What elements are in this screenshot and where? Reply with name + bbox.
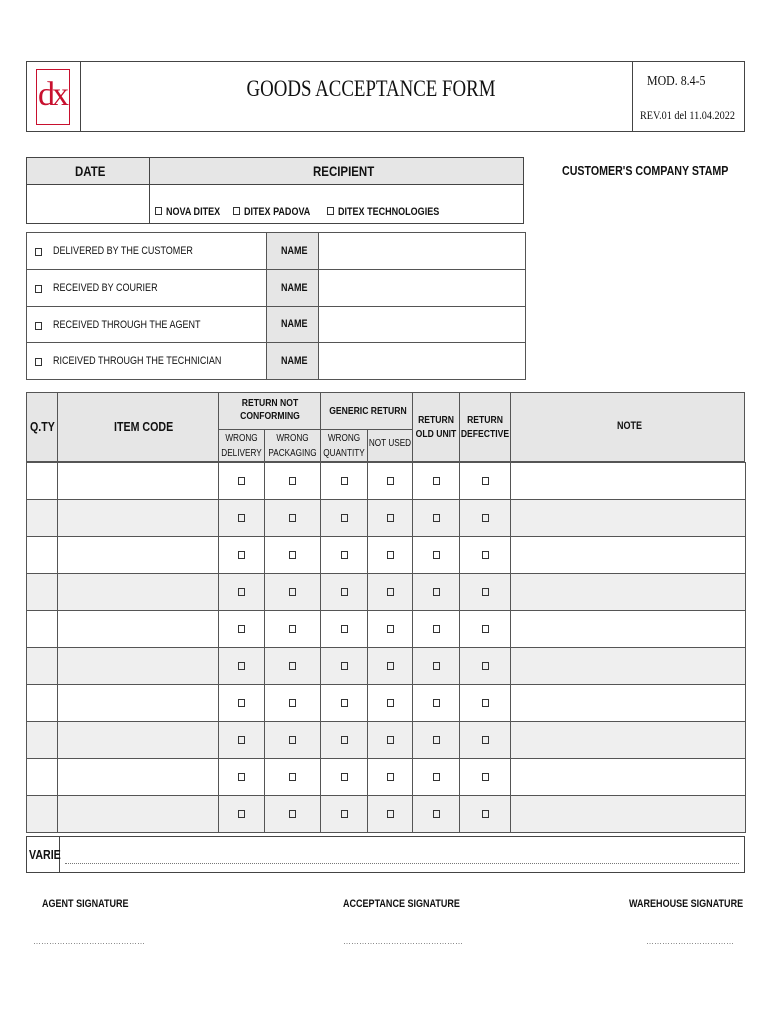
note-cell[interactable] [511, 537, 746, 574]
item-code-cell[interactable] [58, 537, 219, 574]
generic-return-header: GENERIC RETURN [321, 393, 413, 429]
checkbox-icon[interactable] [387, 514, 394, 522]
delivery-method-row [27, 343, 525, 379]
wrong-packaging-cell [265, 796, 321, 833]
not-used-cell [368, 463, 413, 500]
checkbox-icon[interactable] [387, 551, 394, 559]
item-code-cell[interactable] [58, 722, 219, 759]
wrong-quantity-cell [321, 500, 368, 537]
checkbox-icon[interactable] [238, 736, 245, 744]
checkbox-icon[interactable] [433, 588, 440, 596]
delivery-methods-table [26, 232, 526, 380]
return-old-unit-cell [413, 796, 460, 833]
return-old-unit-cell [413, 722, 460, 759]
wrong-quantity-cell [321, 463, 368, 500]
item-code-cell[interactable] [58, 500, 219, 537]
checkbox-icon[interactable] [35, 248, 42, 256]
revision-text: REV.01 del 11.04.2022 [640, 108, 735, 122]
logo-text: dx [38, 76, 66, 113]
wrong-quantity-cell [321, 537, 368, 574]
return-defective-cell [460, 685, 511, 722]
checkbox-icon[interactable] [387, 810, 394, 818]
wrong-quantity-cell [321, 722, 368, 759]
checkbox-icon[interactable] [341, 773, 348, 781]
items-table-header [26, 392, 745, 462]
table-row [27, 537, 746, 574]
name-label-cell: NAME [266, 343, 319, 379]
delivery-method-label: RECEIVED BY COURIER [53, 282, 158, 294]
wrong-packaging-cell [265, 722, 321, 759]
qty-header: Q.TY [27, 393, 58, 461]
checkbox-icon[interactable] [387, 662, 394, 670]
acceptance-signature: ACCEPTANCE SIGNATURE [343, 898, 460, 910]
not-used-cell [368, 574, 413, 611]
delivery-method-label: RECEIVED THROUGH THE AGENT [53, 319, 201, 331]
agent-signature-line[interactable]: …………………………………… [33, 937, 145, 946]
checkbox-icon[interactable] [387, 477, 394, 485]
note-cell[interactable] [511, 722, 746, 759]
checkbox-icon[interactable] [289, 699, 296, 707]
checkbox-icon[interactable] [433, 810, 440, 818]
return-defective-header: RETURN DEFECTIVE [460, 393, 511, 461]
not-used-cell [368, 759, 413, 796]
item-code-cell[interactable] [58, 574, 219, 611]
name-label-cell: NAME [266, 307, 319, 342]
wrong-packaging-header: WRONG PACKAGING [265, 429, 321, 461]
not-used-cell [368, 685, 413, 722]
checkbox-icon[interactable] [289, 477, 296, 485]
checkbox-icon[interactable] [341, 662, 348, 670]
not-used-cell [368, 722, 413, 759]
return-not-conforming-header: RETURN NOT CONFORMING [219, 393, 321, 429]
wrong-quantity-cell [321, 759, 368, 796]
item-code-cell[interactable] [58, 611, 219, 648]
checkbox-icon[interactable] [433, 477, 440, 485]
table-row [27, 722, 746, 759]
note-cell[interactable] [511, 759, 746, 796]
checkbox-icon[interactable] [327, 207, 334, 215]
note-cell[interactable] [511, 463, 746, 500]
wrong-delivery-cell [219, 537, 265, 574]
return-old-unit-header: RETURN OLD UNIT [413, 393, 460, 461]
return-defective-cell [460, 759, 511, 796]
checkbox-icon[interactable] [289, 514, 296, 522]
checkbox-icon[interactable] [341, 625, 348, 633]
qty-cell[interactable] [27, 759, 58, 796]
checkbox-icon[interactable] [35, 358, 42, 366]
note-cell[interactable] [511, 611, 746, 648]
agent-signature: AGENT SIGNATURE [42, 898, 129, 910]
return-old-unit-cell [413, 500, 460, 537]
checkbox-icon[interactable] [35, 285, 42, 293]
item-code-cell[interactable] [58, 759, 219, 796]
return-defective-cell [460, 537, 511, 574]
delivery-method-label: DELIVERED BY THE CUSTOMER [53, 245, 193, 257]
note-cell[interactable] [511, 500, 746, 537]
checkbox-icon[interactable] [482, 773, 489, 781]
checkbox-icon[interactable] [433, 699, 440, 707]
not-used-cell [368, 611, 413, 648]
qty-cell[interactable] [27, 463, 58, 500]
wrong-packaging-cell [265, 685, 321, 722]
table-row [27, 500, 746, 537]
qty-cell[interactable] [27, 574, 58, 611]
name-label-cell: NAME [266, 233, 319, 269]
date-field[interactable] [27, 185, 150, 223]
customer-stamp-label: CUSTOMER'S COMPANY STAMP [562, 163, 729, 178]
qty-cell[interactable] [27, 537, 58, 574]
table-row [27, 611, 746, 648]
form-header [26, 61, 745, 132]
wrong-quantity-cell [321, 796, 368, 833]
recipient-option-ditex-technologies[interactable]: DITEX TECHNOLOGIES [327, 202, 462, 220]
not-used-cell [368, 500, 413, 537]
warehouse-signature: WAREHOUSE SIGNATURE [629, 898, 744, 910]
acceptance-signature-line[interactable]: ……………………………………… [343, 937, 463, 946]
checkbox-icon[interactable] [289, 810, 296, 818]
delivery-method-row [27, 233, 525, 270]
wrong-delivery-cell [219, 500, 265, 537]
qty-cell[interactable] [27, 648, 58, 685]
wrong-packaging-cell [265, 537, 321, 574]
company-logo [36, 69, 70, 125]
checkbox-icon[interactable] [482, 736, 489, 744]
checkbox-icon[interactable] [238, 514, 245, 522]
wrong-packaging-cell [265, 611, 321, 648]
not-used-cell [368, 648, 413, 685]
wrong-delivery-cell [219, 648, 265, 685]
item-code-header: ITEM CODE [58, 393, 219, 461]
checkbox-icon[interactable] [238, 477, 245, 485]
note-cell[interactable] [511, 648, 746, 685]
wrong-delivery-cell [219, 611, 265, 648]
checkbox-icon[interactable] [433, 736, 440, 744]
mod-cell [632, 62, 744, 131]
checkbox-icon[interactable] [433, 662, 440, 670]
delivery-method-row [27, 270, 525, 307]
varie-field[interactable] [65, 863, 739, 864]
wrong-delivery-header: WRONG DELIVERY [219, 429, 265, 461]
table-row [27, 574, 746, 611]
checkbox-icon[interactable] [387, 699, 394, 707]
table-row [27, 685, 746, 722]
return-old-unit-cell [413, 759, 460, 796]
date-recipient-block [26, 157, 524, 224]
checkbox-icon[interactable] [433, 551, 440, 559]
item-code-cell[interactable] [58, 648, 219, 685]
qty-cell[interactable] [27, 611, 58, 648]
checkbox-icon[interactable] [155, 207, 162, 215]
checkbox-icon[interactable] [482, 625, 489, 633]
return-defective-cell [460, 574, 511, 611]
return-defective-cell [460, 463, 511, 500]
checkbox-icon[interactable] [289, 736, 296, 744]
form-title: GOODS ACCEPTANCE FORM [246, 76, 496, 101]
table-row [27, 648, 746, 685]
varie-row [26, 836, 745, 873]
wrong-packaging-cell [265, 574, 321, 611]
table-row [27, 796, 746, 833]
name-label-cell: NAME [266, 270, 319, 306]
checkbox-icon[interactable] [482, 810, 489, 818]
wrong-delivery-cell [219, 759, 265, 796]
wrong-delivery-cell [219, 796, 265, 833]
date-label: DATE [75, 163, 106, 179]
wrong-packaging-cell [265, 648, 321, 685]
checkbox-icon[interactable] [289, 588, 296, 596]
return-defective-cell [460, 796, 511, 833]
note-cell[interactable] [511, 685, 746, 722]
logo-cell [27, 62, 81, 131]
qty-cell[interactable] [27, 796, 58, 833]
table-row [27, 759, 746, 796]
wrong-delivery-cell [219, 722, 265, 759]
checkbox-icon[interactable] [433, 625, 440, 633]
checkbox-icon[interactable] [289, 625, 296, 633]
qty-cell[interactable] [27, 685, 58, 722]
wrong-quantity-header: WRONG QUANTITY [321, 429, 368, 461]
item-code-cell[interactable] [58, 685, 219, 722]
checkbox-icon[interactable] [433, 514, 440, 522]
not-used-header: NOT USED [368, 429, 413, 461]
note-cell[interactable] [511, 796, 746, 833]
checkbox-icon[interactable] [387, 588, 394, 596]
checkbox-icon[interactable] [341, 514, 348, 522]
wrong-packaging-cell [265, 759, 321, 796]
warehouse-signature-line[interactable]: …………………………… [646, 937, 734, 946]
checkbox-icon[interactable] [238, 699, 245, 707]
return-defective-cell [460, 648, 511, 685]
wrong-quantity-cell [321, 574, 368, 611]
date-header [27, 158, 150, 185]
qty-cell[interactable] [27, 500, 58, 537]
checkbox-icon[interactable] [482, 514, 489, 522]
table-row [27, 463, 746, 500]
wrong-quantity-cell [321, 685, 368, 722]
return-defective-cell [460, 722, 511, 759]
name-field[interactable] [319, 270, 525, 306]
not-used-cell [368, 796, 413, 833]
wrong-quantity-cell [321, 648, 368, 685]
checkbox-icon[interactable] [289, 551, 296, 559]
recipient-option-ditex-padova[interactable]: DITEX PADOVA [233, 202, 325, 220]
return-defective-cell [460, 500, 511, 537]
checkbox-icon[interactable] [35, 322, 42, 330]
checkbox-icon[interactable] [289, 773, 296, 781]
checkbox-icon[interactable] [387, 773, 394, 781]
checkbox-icon[interactable] [238, 773, 245, 781]
return-old-unit-cell [413, 611, 460, 648]
checkbox-icon[interactable] [341, 699, 348, 707]
return-old-unit-cell [413, 648, 460, 685]
return-defective-cell [460, 611, 511, 648]
checkbox-icon[interactable] [387, 625, 394, 633]
delivery-method-label: RICEIVED THROUGH THE TECHNICIAN [53, 355, 222, 367]
mod-number: MOD. 8.4-5 [647, 74, 706, 89]
checkbox-icon[interactable] [238, 810, 245, 818]
checkbox-icon[interactable] [341, 477, 348, 485]
checkbox-icon[interactable] [482, 699, 489, 707]
checkbox-icon[interactable] [341, 810, 348, 818]
checkbox-icon[interactable] [482, 662, 489, 670]
items-table [26, 462, 746, 833]
wrong-packaging-cell [265, 500, 321, 537]
qty-cell[interactable] [27, 722, 58, 759]
checkbox-icon[interactable] [238, 551, 245, 559]
checkbox-icon[interactable] [238, 588, 245, 596]
checkbox-icon[interactable] [289, 662, 296, 670]
wrong-delivery-cell [219, 685, 265, 722]
note-cell[interactable] [511, 574, 746, 611]
checkbox-icon[interactable] [341, 551, 348, 559]
checkbox-icon[interactable] [341, 588, 348, 596]
item-code-cell[interactable] [58, 796, 219, 833]
checkbox-icon[interactable] [482, 551, 489, 559]
checkbox-icon[interactable] [433, 773, 440, 781]
wrong-packaging-cell [265, 463, 321, 500]
not-used-cell [368, 537, 413, 574]
checkbox-icon[interactable] [238, 625, 245, 633]
name-field[interactable] [319, 233, 525, 269]
delivery-method-row [27, 307, 525, 343]
checkbox-icon[interactable] [233, 207, 240, 215]
name-field[interactable] [319, 343, 525, 379]
varie-label-cell: VARIE [27, 837, 60, 872]
item-code-cell[interactable] [58, 463, 219, 500]
checkbox-icon[interactable] [482, 588, 489, 596]
wrong-delivery-cell [219, 463, 265, 500]
return-old-unit-cell [413, 537, 460, 574]
checkbox-icon[interactable] [238, 662, 245, 670]
wrong-quantity-cell [321, 611, 368, 648]
return-old-unit-cell [413, 685, 460, 722]
recipient-label: RECIPIENT [313, 163, 375, 179]
return-old-unit-cell [413, 574, 460, 611]
recipient-option-nova-ditex[interactable]: NOVA DITEX [155, 202, 232, 220]
wrong-delivery-cell [219, 574, 265, 611]
name-field[interactable] [319, 307, 525, 342]
note-header: NOTE [617, 420, 643, 432]
checkbox-icon[interactable] [482, 477, 489, 485]
checkbox-icon[interactable] [387, 736, 394, 744]
recipient-header [150, 158, 523, 185]
return-old-unit-cell [413, 463, 460, 500]
checkbox-icon[interactable] [341, 736, 348, 744]
